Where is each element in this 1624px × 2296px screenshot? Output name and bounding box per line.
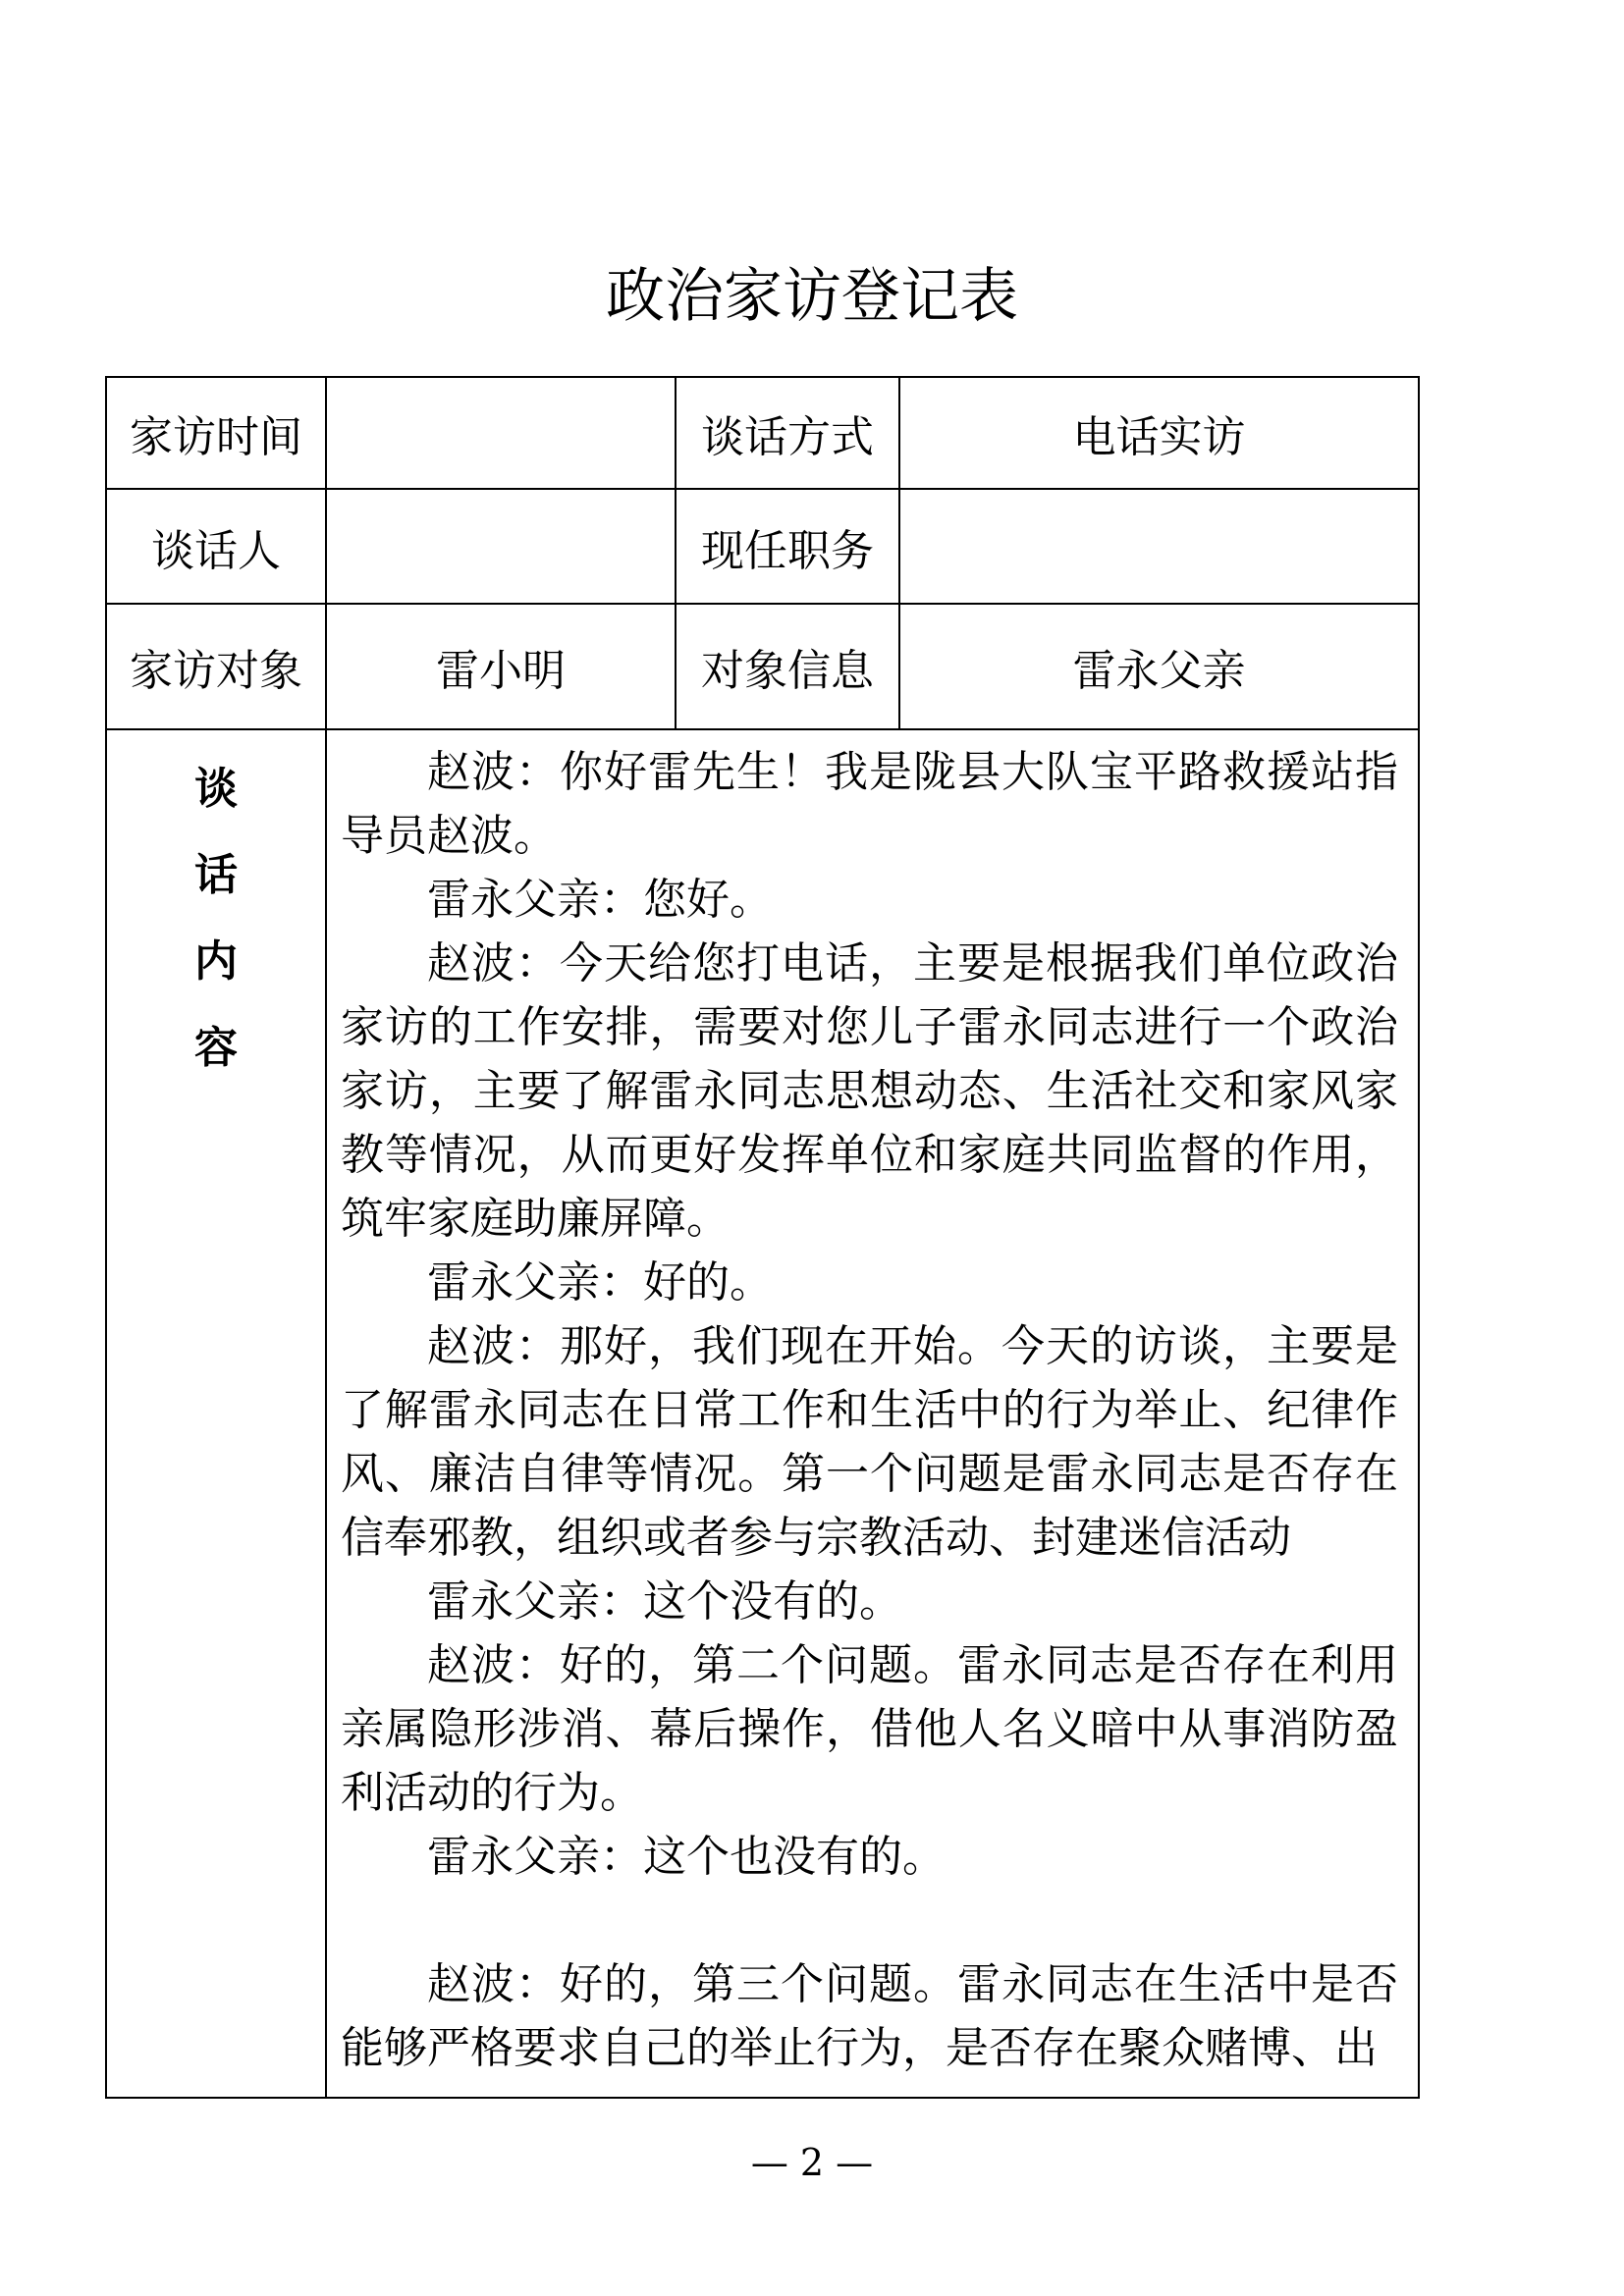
conversation-line: 赵波：你好雷先生！我是陇县大队宝平路救援站指导员赵波。 [341, 747, 1398, 861]
table-row [106, 729, 1419, 2098]
conversation-line: 雷永父亲：这个也没有的。 [427, 1832, 946, 1882]
talk-method-label: 谈话方式 [676, 377, 899, 489]
content-label-char: 谈 [194, 764, 238, 814]
target-info-value: 雷永父亲 [899, 604, 1419, 729]
content-label [106, 729, 326, 2098]
position-value [899, 489, 1419, 604]
conversation-line: 雷永父亲：这个没有的。 [427, 1576, 902, 1627]
page-title: 政治家访登记表 [606, 262, 1018, 331]
visit-target-value: 雷小明 [326, 604, 676, 729]
visit-target-label: 家访对象 [106, 604, 326, 729]
interviewer-label: 谈话人 [106, 489, 326, 604]
conversation-line: 雷永父亲：好的。 [427, 1257, 773, 1308]
conversation-line: 赵波：那好，我们现在开始。今天的访谈，主要是了解雷永同志在日常工作和生活中的行为举止、纪律作风、廉洁自律等情况。第一个问题是雷永同志是否存在信奉邪教，组织或者参与宗教活动、封建迷信活动 [341, 1321, 1398, 1563]
content-label-char: 话 [194, 850, 238, 900]
registration-table [105, 376, 1420, 2099]
talk-method-value: 电话实访 [899, 377, 1419, 489]
conversation-line: 赵波：好的，第二个问题。雷永同志是否存在利用亲属隐形涉消、幕后操作，借他人名义暗中从事消防盈利活动的行为。 [341, 1640, 1398, 1818]
conversation-content [326, 729, 1419, 2098]
target-info-label: 对象信息 [676, 604, 899, 729]
table-row [106, 377, 1419, 489]
conversation-line: 雷永父亲：您好。 [427, 875, 773, 925]
visit-time-label: 家访时间 [106, 377, 326, 489]
content-label-char: 容 [194, 1023, 238, 1073]
visit-time-value [326, 377, 676, 489]
table-row [106, 604, 1419, 729]
content-label-char: 内 [194, 936, 238, 987]
table-row [106, 489, 1419, 604]
conversation-line: 赵波：好的，第三个问题。雷永同志在生活中是否能够严格要求自己的举止行为，是否存在聚众赌博、出 [341, 1959, 1398, 2073]
conversation-line: 赵波：今天给您打电话，主要是根据我们单位政治家访的工作安排，需要对您儿子雷永同志进行一个政治家访，主要了解雷永同志思想动态、生活社交和家风家教等情况，从而更好发挥单位和家庭共同监督的作用，筑牢家庭助廉屏障。 [341, 938, 1398, 1244]
interviewer-value [326, 489, 676, 604]
page-number: — 2 — [750, 2141, 874, 2184]
position-label: 现任职务 [676, 489, 899, 604]
